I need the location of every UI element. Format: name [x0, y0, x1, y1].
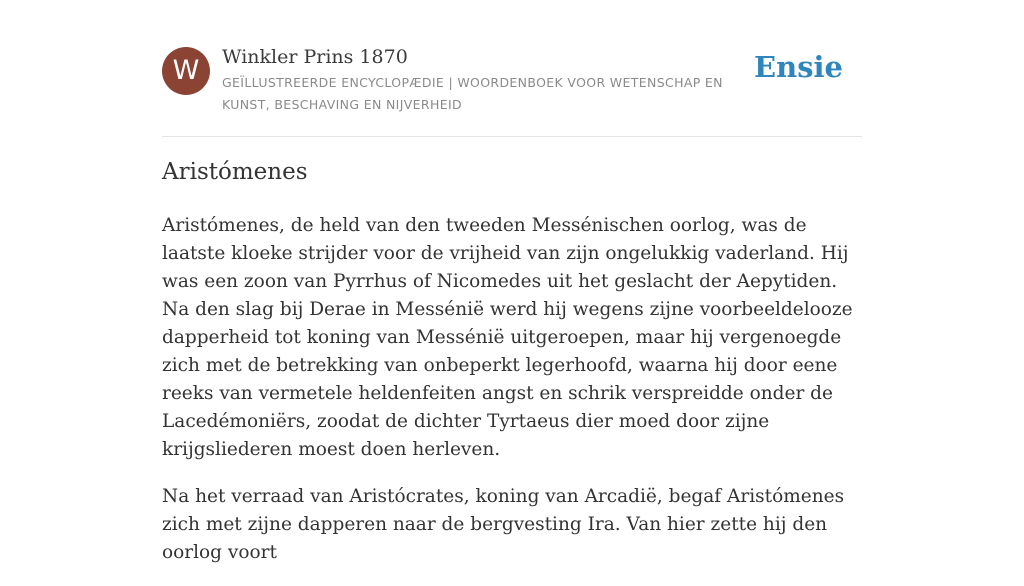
article-paragraph: Aristómenes, de held van den tweeden Messénischen oorlog, was de laatste kloeke strijder voor de vrijheid van zijn ongelukkig vaderland. Hij was een zoon van Pyrrhus of Nicomedes uit het geslacht der Aepytiden. Na den slag bij Derae in Messénië werd hij wegens zijne voorbeeldelooze dapperheid tot koning van Messénië uitgeroepen, maar hij vergenoegde zich met de betrekking van onbeperkt legerhoofd, waarna hij door eene reeks van vermetele heldenfeiten angst en schrik verspreidde onder de Lacedémoniërs, zoodat de dichter Tyrtaeus dier moed door zijne krijgsliederen moest doen herleven. [162, 215, 853, 460]
article-title: Aristómenes [162, 159, 308, 185]
article-body [162, 212, 862, 586]
source-avatar[interactable]: W [162, 47, 210, 95]
source-header [162, 44, 862, 137]
source-title[interactable]: Winkler Prins 1870 [222, 46, 408, 68]
ensie-logo[interactable]: Ensie [754, 50, 843, 84]
source-subtitle: GEÏLLUSTREERDE ENCYCLOPÆDIE | WOORDENBOEK VOOR WETENSCHAP EN KUNST, BESCHAVING EN NIJVERHEID [222, 75, 723, 112]
article-paragraph: Na het verraad van Aristócrates, koning van Arcadië, begaf Aristómenes zich met zijne dapperen naar de bergvesting Ira. Van hier zette hij den oorlog voort [162, 486, 845, 563]
